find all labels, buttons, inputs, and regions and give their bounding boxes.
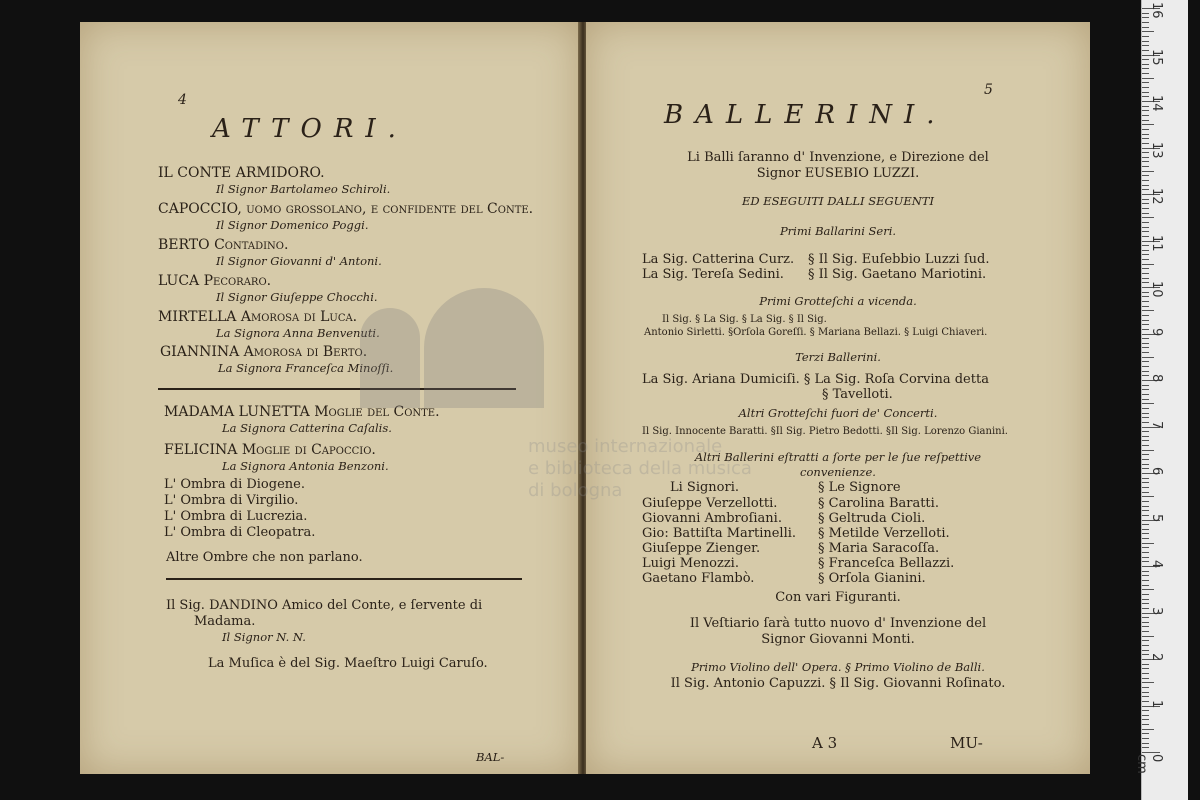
dancer: § Maria Saracoſſa.	[818, 541, 940, 556]
ruler-tick	[1142, 594, 1149, 595]
ruler-tick	[1142, 501, 1149, 502]
dandino-performer: Il Signor N. N.	[222, 630, 306, 644]
ruler-tick	[1142, 729, 1154, 730]
ruler-number: 8	[1149, 374, 1164, 383]
ruler-tick	[1142, 482, 1149, 483]
ruler-tick	[1142, 254, 1149, 255]
ruler-tick	[1142, 464, 1149, 465]
ruler-tick	[1142, 603, 1149, 604]
cast-performer: La Signora Catterina Caſalis.	[222, 421, 392, 435]
ruler-tick	[1142, 445, 1149, 446]
ruler-tick	[1142, 68, 1149, 69]
intro-line: Signor EUSEBIO LUZZI.	[756, 166, 920, 181]
ruler-tick	[1142, 403, 1154, 404]
ruler-number: 9	[1149, 327, 1164, 336]
ruler-tick	[1142, 236, 1149, 237]
ruler-tick	[1142, 561, 1149, 562]
ruler-tick	[1142, 22, 1149, 23]
dancer: § Franceſca Bellazzi.	[818, 556, 955, 571]
ruler-tick	[1142, 650, 1149, 651]
other-shades: Altre Ombre che non parlano.	[166, 550, 363, 565]
ruler-tick	[1142, 36, 1149, 37]
ruler-tick	[1142, 631, 1149, 632]
ruler-tick	[1142, 115, 1149, 116]
cast-performer: La Signora Franceſca Minoſſi.	[218, 361, 394, 375]
dandino-line: Madama.	[194, 614, 256, 629]
ruler-tick	[1142, 292, 1149, 293]
ruler-tick	[1142, 450, 1154, 451]
ruler-tick	[1142, 533, 1149, 534]
dancer: Giovanni Ambroſiani.	[642, 511, 782, 526]
ruler-tick	[1142, 259, 1149, 260]
ruler-tick	[1142, 324, 1149, 325]
ruler-tick	[1142, 310, 1154, 311]
ruler-number: 10	[1149, 281, 1164, 298]
catchword: BAL-	[476, 750, 505, 764]
ruler-number: 6	[1149, 467, 1164, 476]
dandino-line: Il Sig. DANDINO Amico del Conte, e ſervente di	[166, 598, 483, 613]
ruler-tick	[1142, 617, 1149, 618]
dancer: § Geltruda Cioli.	[818, 511, 926, 526]
ruler-tick	[1142, 710, 1149, 711]
dancer: Luigi Menozzi.	[642, 556, 739, 571]
ruler-tick	[1142, 389, 1149, 390]
dancer: § Il Sig. Gaetano Mariotini.	[808, 267, 987, 282]
ruler-tick	[1142, 296, 1149, 297]
cast-role: MIRTELLA Amoroſa di Luca.	[158, 309, 358, 325]
ruler-tick	[1142, 529, 1149, 530]
section-heading: Altri Grotteſchi fuori de' Concerti.	[738, 406, 938, 420]
dancer: Gio: Battiſta Martinelli.	[642, 526, 797, 541]
section-heading: Primi Grotteſchi a vicenda.	[759, 294, 917, 308]
ruler-number: 13	[1149, 141, 1164, 159]
ruler-tick	[1142, 682, 1154, 683]
ruler-tick	[1142, 157, 1149, 158]
page-number: 5	[984, 82, 993, 98]
vestiario-line: Il Veſtiario ſarà tutto nuovo d' Invenzione del	[689, 616, 987, 631]
ruler-tick	[1142, 143, 1149, 144]
ruler-tick	[1142, 175, 1149, 176]
ruler-tick	[1142, 282, 1149, 283]
ruler-unit: 0 cm	[1134, 754, 1164, 774]
ruler-tick	[1142, 134, 1149, 135]
ruler-tick	[1142, 510, 1149, 511]
cast-role: IL CONTE ARMIDORO.	[158, 165, 325, 181]
dancer: § Tavelloti.	[822, 387, 893, 402]
ruler-number: 7	[1149, 420, 1164, 429]
ruler-tick	[1142, 64, 1149, 65]
ruler-tick	[1142, 371, 1149, 372]
ruler-tick	[1142, 524, 1149, 525]
ruler-tick	[1142, 538, 1149, 539]
watermark-line: museo internazionale	[528, 436, 723, 457]
section-heading: convenienze.	[800, 465, 876, 479]
ruler-tick	[1142, 673, 1149, 674]
ruler-tick	[1142, 78, 1154, 79]
ruler-tick	[1142, 399, 1149, 400]
ruler-number: 4	[1149, 560, 1164, 569]
dancer: § Carolina Baratti.	[818, 496, 939, 511]
ruler-tick	[1142, 752, 1160, 753]
ruler-tick	[1142, 17, 1149, 18]
ruler-tick	[1142, 27, 1149, 28]
vestiario-line: Signor Giovanni Monti.	[761, 632, 915, 647]
ruler-tick	[1142, 347, 1149, 348]
ruler-tick	[1142, 245, 1149, 246]
ruler-tick	[1142, 189, 1149, 190]
ruler-tick	[1142, 180, 1149, 181]
ruler-number: 12	[1149, 188, 1164, 205]
ruler-tick	[1142, 73, 1149, 74]
ruler-tick	[1142, 87, 1149, 88]
cast-performer: La Signora Antonia Benzoni.	[222, 459, 389, 473]
ruler-tick	[1142, 585, 1149, 586]
ruler-tick	[1142, 31, 1154, 32]
ruler-tick	[1142, 575, 1149, 576]
ruler-number: 3	[1149, 606, 1164, 615]
shade-line: L' Ombra di Cleopatra.	[164, 525, 316, 540]
ruler-tick	[1142, 138, 1149, 139]
ruler-tick	[1142, 487, 1149, 488]
cast-performer: Il Signor Bartolameo Schiroli.	[216, 182, 391, 196]
right-page	[586, 22, 1090, 774]
ruler-tick	[1142, 413, 1149, 414]
violin-heading: Primo Violino dell' Opera. § Primo Violino de Balli.	[691, 660, 985, 674]
dancer: La Sig. Catterina Curz.	[642, 252, 795, 267]
divider	[166, 578, 522, 580]
section-heading: Altri Ballerini eſtratti a ſorte per le ſue reſpettive	[694, 450, 982, 464]
ruler-tick	[1142, 306, 1149, 307]
ruler-tick	[1142, 129, 1149, 130]
ruler-tick	[1142, 608, 1149, 609]
ruler-tick	[1142, 338, 1149, 339]
violin-names: Il Sig. Antonio Capuzzi. § Il Sig. Giovanni Roſinato.	[670, 676, 1006, 691]
cast-role: GIANNINA Amoroſa di Berto.	[160, 344, 368, 360]
ruler-tick	[1142, 222, 1149, 223]
ruler-tick	[1142, 454, 1149, 455]
ruler-tick	[1142, 417, 1149, 418]
ruler-tick	[1142, 678, 1149, 679]
ruler-tick	[1142, 329, 1149, 330]
ruler-tick	[1142, 459, 1149, 460]
ruler-tick	[1142, 654, 1149, 655]
ruler-tick	[1142, 440, 1149, 441]
dancer-names: Il Sig. Innocente Baratti. §Il Sig. Pietro Bedotti. §Il Sig. Lorenzo Gianini.	[642, 426, 1008, 437]
ruler-tick	[1142, 408, 1149, 409]
ruler-number: 16	[1149, 2, 1164, 19]
ruler-tick	[1142, 515, 1149, 516]
ruler-tick	[1142, 315, 1149, 316]
ruler-tick	[1142, 343, 1149, 344]
ruler-tick	[1142, 664, 1149, 665]
dancer-names: Antonio Sirletti. §Orſola Goreſſi. § Mariana Bellazi. § Luigi Chiaveri.	[644, 327, 988, 338]
ruler-number: 15	[1149, 48, 1164, 66]
catchword: MU-	[950, 734, 983, 752]
page-number: 4	[178, 92, 187, 108]
watermark-line: di bologna	[528, 480, 623, 501]
ruler-tick	[1142, 352, 1149, 353]
dancer: Gaetano Flambò.	[642, 571, 755, 586]
ruler-tick	[1142, 692, 1149, 693]
ruler-tick	[1142, 626, 1149, 627]
column-heading: Li Signori.	[670, 480, 740, 495]
ruler-tick	[1142, 124, 1154, 125]
ruler-tick	[1142, 640, 1149, 641]
ruler-tick	[1142, 724, 1149, 725]
cast-performer: Il Signor Domenico Poggi.	[216, 218, 369, 232]
ruler-number: 5	[1149, 513, 1164, 522]
ruler-tick	[1142, 301, 1149, 302]
ruler-tick	[1142, 59, 1149, 60]
ruler-tick	[1142, 110, 1149, 111]
figuranti: Con vari Figuranti.	[775, 590, 901, 605]
ruler-tick	[1142, 571, 1149, 572]
ruler-tick	[1142, 213, 1149, 214]
page-title: BALLERINI.	[664, 100, 947, 130]
ruler-tick	[1142, 622, 1149, 623]
dancer: La Sig. Tereſa Sedini.	[642, 267, 784, 282]
ruler-tick	[1142, 636, 1154, 637]
ruler-tick	[1142, 599, 1149, 600]
ruler-tick	[1142, 231, 1149, 232]
ruler-tick	[1142, 547, 1149, 548]
dancer: § Orſola Gianini.	[818, 571, 926, 586]
ruler-number: 14	[1149, 95, 1164, 112]
cast-role: FELICINA Moglie di Capoccio.	[164, 442, 376, 458]
cast-performer: La Signora Anna Benvenuti.	[216, 326, 380, 340]
dancer-titles: Il Sig. § La Sig. § La Sig. § Il Sig.	[662, 314, 827, 325]
ruler-tick	[1142, 199, 1149, 200]
ruler-tick	[1142, 208, 1149, 209]
dancer: Giuſeppe Zienger.	[642, 541, 761, 556]
section-heading: ED ESEGUITI DALLI SEGUENTI	[741, 194, 935, 208]
dancer: Giuſeppe Verzellotti.	[642, 496, 778, 511]
ruler-tick	[1142, 701, 1149, 702]
signature-mark: A 3	[812, 734, 838, 752]
ruler-tick	[1142, 152, 1149, 153]
ruler-tick	[1142, 13, 1149, 14]
ruler-tick	[1142, 375, 1149, 376]
ruler-tick	[1142, 492, 1149, 493]
ruler-tick	[1142, 250, 1149, 251]
ruler-tick	[1142, 422, 1149, 423]
section-heading: Terzi Ballerini.	[795, 350, 881, 364]
cast-role: MADAMA LUNETTA Moglie del Conte.	[164, 404, 440, 420]
ruler-tick	[1142, 166, 1149, 167]
ruler-tick	[1142, 120, 1149, 121]
ruler-tick	[1142, 227, 1149, 228]
ruler-tick	[1142, 217, 1154, 218]
section-heading: Primi Ballarini Seri.	[779, 224, 897, 238]
watermark-line: e biblioteca della musica	[528, 458, 752, 479]
ruler-tick	[1142, 264, 1154, 265]
ruler-tick	[1142, 733, 1149, 734]
watermark-logo-icon	[360, 288, 550, 408]
ruler-tick	[1142, 45, 1149, 46]
ruler-tick	[1142, 719, 1149, 720]
ruler-tick	[1142, 552, 1149, 553]
ruler-tick	[1142, 436, 1149, 437]
ruler-tick	[1142, 506, 1149, 507]
ruler-tick	[1142, 431, 1149, 432]
column-heading: § Le Signore	[818, 480, 901, 495]
page-title: ATTORI.	[212, 114, 408, 144]
ruler-tick	[1142, 278, 1149, 279]
ruler-tick	[1142, 580, 1149, 581]
ruler-tick	[1142, 394, 1149, 395]
intro-line: Li Balli ſaranno d' Invenzione, e Direzione del	[687, 150, 989, 165]
shade-line: L' Ombra di Diogene.	[164, 477, 305, 492]
ruler-tick	[1142, 743, 1149, 744]
ruler-tick	[1142, 320, 1149, 321]
ruler-number: 11	[1149, 234, 1164, 252]
cast-performer: Il Signor Giuſeppe Chocchi.	[216, 290, 378, 304]
ruler-tick	[1142, 106, 1149, 107]
ruler-tick	[1142, 557, 1149, 558]
ruler-tick	[1142, 478, 1149, 479]
music-credit: La Muſica è del Sig. Maeſtro Luigi Caruſo.	[208, 656, 488, 671]
ruler-tick	[1142, 543, 1154, 544]
shade-line: L' Ombra di Virgilio.	[164, 493, 299, 508]
measuring-ruler	[1134, 0, 1188, 800]
ruler-tick	[1142, 668, 1149, 669]
ruler-tick	[1142, 185, 1149, 186]
ruler-tick	[1142, 715, 1149, 716]
ruler-tick	[1142, 645, 1149, 646]
ruler-tick	[1142, 361, 1149, 362]
ruler-tick	[1142, 357, 1154, 358]
ruler-tick	[1142, 747, 1149, 748]
ruler-tick	[1142, 92, 1149, 93]
ruler-tick	[1142, 96, 1149, 97]
ruler-tick	[1142, 696, 1149, 697]
ruler-tick	[1142, 41, 1149, 42]
ruler-tick	[1142, 161, 1149, 162]
ruler-tick	[1142, 738, 1149, 739]
ruler-tick	[1142, 687, 1149, 688]
cast-performer: Il Signor Giovanni d' Antoni.	[216, 254, 382, 268]
dancer: § Il Sig. Euſebbio Luzzi ſud.	[808, 252, 990, 267]
ruler-tick	[1142, 203, 1149, 204]
ruler-tick	[1142, 468, 1149, 469]
ruler-tick	[1142, 50, 1149, 51]
cast-role: LUCA Pecoraro.	[158, 273, 272, 289]
dancer: § Metilde Verzelloti.	[818, 526, 950, 541]
ruler-tick	[1142, 496, 1154, 497]
ruler-tick	[1142, 273, 1149, 274]
ruler-number: 1	[1149, 699, 1164, 708]
ruler-tick	[1142, 171, 1154, 172]
ruler-tick	[1142, 268, 1149, 269]
ruler-tick	[1142, 366, 1149, 367]
cast-role: CAPOCCIO, uomo groſſolano, e confidente del Conte.	[158, 201, 534, 217]
ruler-tick	[1142, 385, 1149, 386]
ruler-tick	[1142, 589, 1154, 590]
ruler-number: 2	[1149, 653, 1164, 662]
ruler-tick	[1142, 82, 1149, 83]
shade-line: L' Ombra di Lucrezia.	[164, 509, 308, 524]
cast-role: BERTO Contadino.	[158, 237, 289, 253]
dancer: La Sig. Ariana Dumiciſi. § La Sig. Roſa Corvina detta	[642, 372, 989, 387]
